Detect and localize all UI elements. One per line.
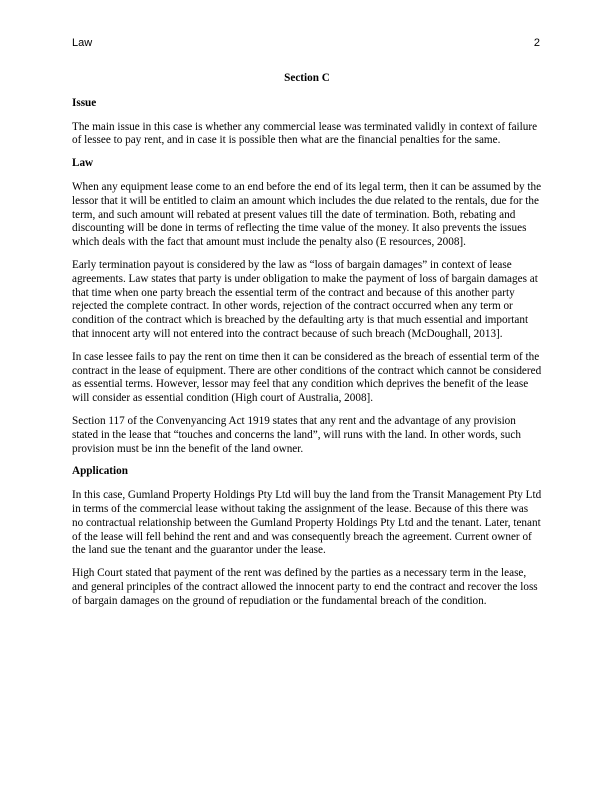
page-number: 2 [533, 37, 540, 49]
document-body [72, 72, 542, 618]
section-title: Section C [284, 72, 330, 84]
paragraph-law-2: Early termination payout is considered by the law as “loss of bargain damages” in context of lease agreements. Law states that party is under obligation to make the payment of loss of bargain damages at that time when one party breach the essential term of the contract and because of this another party rejected the complete contract. In other words, rejection of the contract occurred when any term or condition of the contract which is breached by the defaulting arty is that much essential and important that innocent arty will not entered into the contract because of such breach (McDoughall, 2013]. [72, 258, 538, 340]
paragraph-issue: The main issue in this case is whether any commercial lease was terminated validly in context of failure of lessee to pay rent, and in case it is possible then what are the financial penalties for the same. [72, 120, 538, 147]
paragraph-law-1: When any equipment lease come to an end before the end of its legal term, then it can be assumed by the lessor that it will be entitled to claim an amount which includes the due related to the rentals, due for the term, and such amount will rebated at present values till the date of termination. Both, rebating and discounting will be done in terms of reflecting the time value of the money. It also prevents the issues which deals with the fact that amount must include the penalty also (E resources, 2008]. [72, 180, 542, 249]
paragraph-application-1: In this case, Gumland Property Holdings Pty Ltd will buy the land from the Transit Management Pty Ltd in terms of the commercial lease without taking the assignment of the lease. Because of this there was no contractual relationship between the Gumland Property Holdings Pty Ltd and the tenant. Later, tenant of the lease will fell behind the rent and and was consequently breach the agreement. Current owner of the land sue the tenant and the guarantor under the lease. [72, 489, 542, 557]
heading-issue: Issue [72, 96, 97, 109]
heading-application: Application [72, 465, 128, 478]
paragraph-law-4: Section 117 of the Convenyancing Act 1919 states that any rent and the advantage of any provision stated in the lease that “touches and concerns the land”, will runs with the land. In other words, such provision must be inn the benefit of the land owner. [72, 414, 521, 455]
paragraph-law-3: In case lessee fails to pay the rent on time then it can be considered as the breach of essential term of the contract in the lease of equipment. There are other conditions of the contract which cannot be considered as essential terms. However, lessor may feel that any condition which deprives the benefit of the lease will consider as essential condition (High court of Australia, 2008]. [72, 350, 542, 405]
running-header-title: Law [72, 37, 93, 49]
heading-law: Law [72, 157, 94, 170]
paragraph-application-2: High Court stated that payment of the rent was defined by the parties as a necessary term in the lease, and general principles of the contract allowed the innocent party to end the contract and recover the loss of bargain damages on the ground of repudiation or the fundamental breach of the condition. [72, 567, 538, 607]
